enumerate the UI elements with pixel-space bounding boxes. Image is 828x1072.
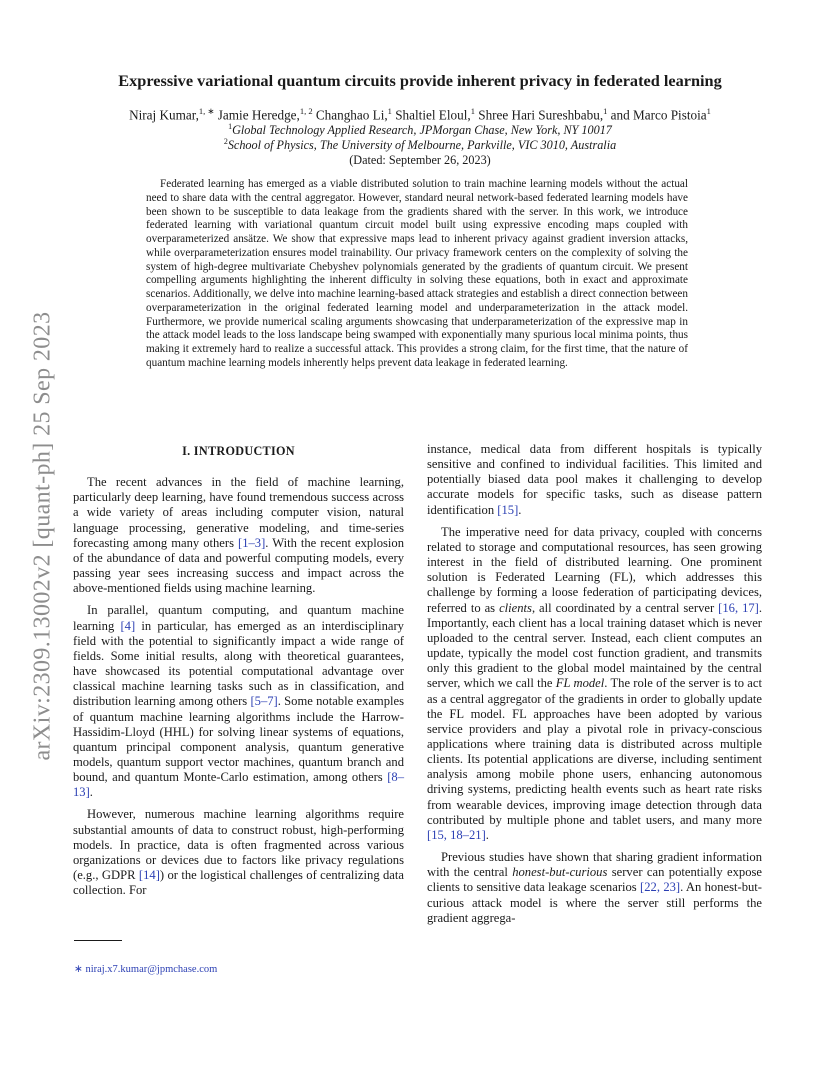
author-name: Changhao Li, <box>315 107 388 123</box>
author-affiliation-mark: 1 <box>706 106 711 116</box>
author-affiliation-mark: 1, ∗ <box>198 106 215 116</box>
arxiv-stamp <box>20 276 66 796</box>
author-affiliation-mark: 1 <box>470 106 475 116</box>
left-paragraph: However, numerous machine learning algorithms require substantial amounts of data to construct robust, high-performing models. In practice, data is often fragmented across various organizations or devices due to factors like privacy regulations (e.g., GDPR [14]) or the logistical challenges of centralizing data collection. For <box>73 807 404 898</box>
left-column <box>73 440 404 905</box>
author-name: Shree Hari Sureshbabu, <box>478 107 604 123</box>
emphasis-text: clients <box>499 600 532 615</box>
citation-link[interactable]: [16, 17] <box>718 600 759 615</box>
author-affiliation-mark: 1, 2 <box>299 106 313 116</box>
affiliation-1-mark: 1 <box>228 122 233 131</box>
arxiv-stamp-text: arXiv:2309.13002v2 [quant-ph] 25 Sep 2023 <box>29 311 56 761</box>
affiliation-2-text: School of Physics, The University of Melbourne, Parkville, VIC 3010, Australia <box>227 138 617 153</box>
emphasis-text: honest-but-curious <box>512 865 608 880</box>
citation-link[interactable]: [15] <box>497 502 519 517</box>
citation-link[interactable]: [4] <box>120 618 136 633</box>
right-column <box>427 442 762 933</box>
affiliation-2-mark: 2 <box>223 137 228 146</box>
author-name: Shaltiel Eloul, <box>395 107 471 123</box>
paper-title: Expressive variational quantum circuits provide inherent privacy in federated learning <box>118 71 722 90</box>
left-column-body <box>73 475 404 898</box>
affiliation-1-text: Global Technology Applied Research, JPMorgan Chase, New York, NY 10017 <box>232 123 612 138</box>
abstract: Federated learning has emerged as a viable distributed solution to train machine learning models without the actual need to share data with the central aggregator. However, standard neural network-based federated learning models have been shown to be susceptible to data leakage from the gradients shared with the server. In this work, we introduce federated learning with variational quantum circuit model built using expressive encoding maps coupled with overparameterized ansätze. We show that expressive maps lead to inherent privacy against gradient inversion attacks, while overparameterization ensures model trainability. Our privacy framework centers on the complexity of solving the system of high-degree multivariate Chebyshev polynomials generated by the gradients of quantum circuit. We present compelling arguments highlighting the inherent difficulty in solving these equations, both in exact and approximate scenarios. Additionally, we delve into machine learning-based attack strategies and establish a direct connection between overparameterization in the original federated learning model and underparameterization in the attack model. Furthermore, we provide numerical scaling arguments showcasing that underparameterization of the expressive map in the attack model leads to the loss landscape being swamped with exponentially many spurious local minima points, thus making it extremely hard to realize a successful attack. This provides a strong claim, for the first time, that the nature of quantum machine learning models inherently helps prevent data leakage in federated learning. <box>146 178 688 369</box>
author-name: and Marco Pistoia <box>610 107 707 123</box>
author-affiliation-mark: 1 <box>603 106 608 116</box>
emphasis-text: FL model <box>555 676 605 691</box>
author-name: Niraj Kumar, <box>129 107 199 123</box>
footnote-mark: ∗ <box>74 964 83 975</box>
author-list <box>70 103 770 123</box>
footnote <box>74 963 217 975</box>
footnote-rule <box>74 940 122 941</box>
author-name: Jamie Heredge, <box>217 107 300 123</box>
citation-link[interactable]: [5–7] <box>250 694 278 709</box>
right-paragraph: The imperative need for data privacy, coupled with concerns related to storage and computational resources, has seen growing interest in the field of distributed learning. One prominent solution is Federated Learning (FL), which addresses this challenge by forming a loose federation of participating devices, referred to as clients, all coordinated by a central server [16, 17]. Importantly, each client has a local training dataset which is never uploaded to the central server. Instead, each client computes an update, typically the model cost function gradient, and transmits only this gradient to the global model maintained by the central server, which we call the FL model. The role of the server is to act as a central aggregator of the gradients in order to globally update the FL model. FL approaches have been adopted by various service providers and play a pivotal role in privacy-conscious applications where training data is distributed across multiple clients. Its potential applications are diverse, including sentiment analysis among mobile phone users, enhancing autonomous driving systems, predicting health events such as heart rate risks from wearable devices, improving image detection through data contributed by multiple phone and tablet users, and many more [15, 18–21]. <box>427 524 763 842</box>
citation-link[interactable]: [22, 23] <box>640 880 681 895</box>
citation-link[interactable]: [8–13] <box>73 770 404 800</box>
section-heading: I. INTRODUCTION <box>182 444 295 458</box>
right-paragraph: instance, medical data from different hospitals is typically sensitive and confined to individual facilities. This limited and potentially biased data pool makes it challenging to develop accurate models for specific tasks, such as disease pattern identification [15]. <box>427 442 762 517</box>
citation-link[interactable]: [15, 18–21] <box>427 827 486 842</box>
left-paragraph: The recent advances in the field of machine learning, particularly deep learning, have found tremendous success across a wide variety of areas including computer vision, natural language processing, generative modeling, and time-series forecasting among many others [1–3]. With the recent explosion of the abundance of data and powerful computing models, every passing year sees increasing success and impact across the above-mentioned fields using machine learning. <box>73 475 405 596</box>
author-affiliation-mark: 1 <box>387 106 392 116</box>
affiliation-2 <box>70 137 770 153</box>
citation-link[interactable]: [1–3] <box>238 535 266 550</box>
citation-link[interactable]: [14] <box>138 868 160 883</box>
affiliation-1 <box>70 122 770 138</box>
dated-line: (Dated: September 26, 2023) <box>349 153 491 167</box>
right-column-body <box>427 442 762 926</box>
right-paragraph: Previous studies have shown that sharing gradient information with the central honest-but-curious server can potentially expose clients to sensitive data leakage scenarios [22, 23]. An honest-but-curious attack model is where the server still performs the gradient aggrega- <box>427 850 762 925</box>
email-link[interactable]: niraj.x7.kumar@jpmchase.com <box>85 964 218 975</box>
left-paragraph: In parallel, quantum computing, and quantum machine learning [4] in particular, has emerged as an interdisciplinary field with the potential to significantly impact a wide range of fields. Some initial results, along with theoretical guarantees, have showcased its potential computational advantage over classical machine learning tasks such as in classification, and distribution learning among others [5–7]. Some notable examples of quantum machine learning algorithms include the Harrow-Hassidim-Lloyd (HHL) for solving linear systems of equations, quantum principal component analysis, quantum generative models, quantum support vector machines, quantum branch and bound, and quantum Monte-Carlo estimation, among others [8–13]. <box>73 603 404 800</box>
